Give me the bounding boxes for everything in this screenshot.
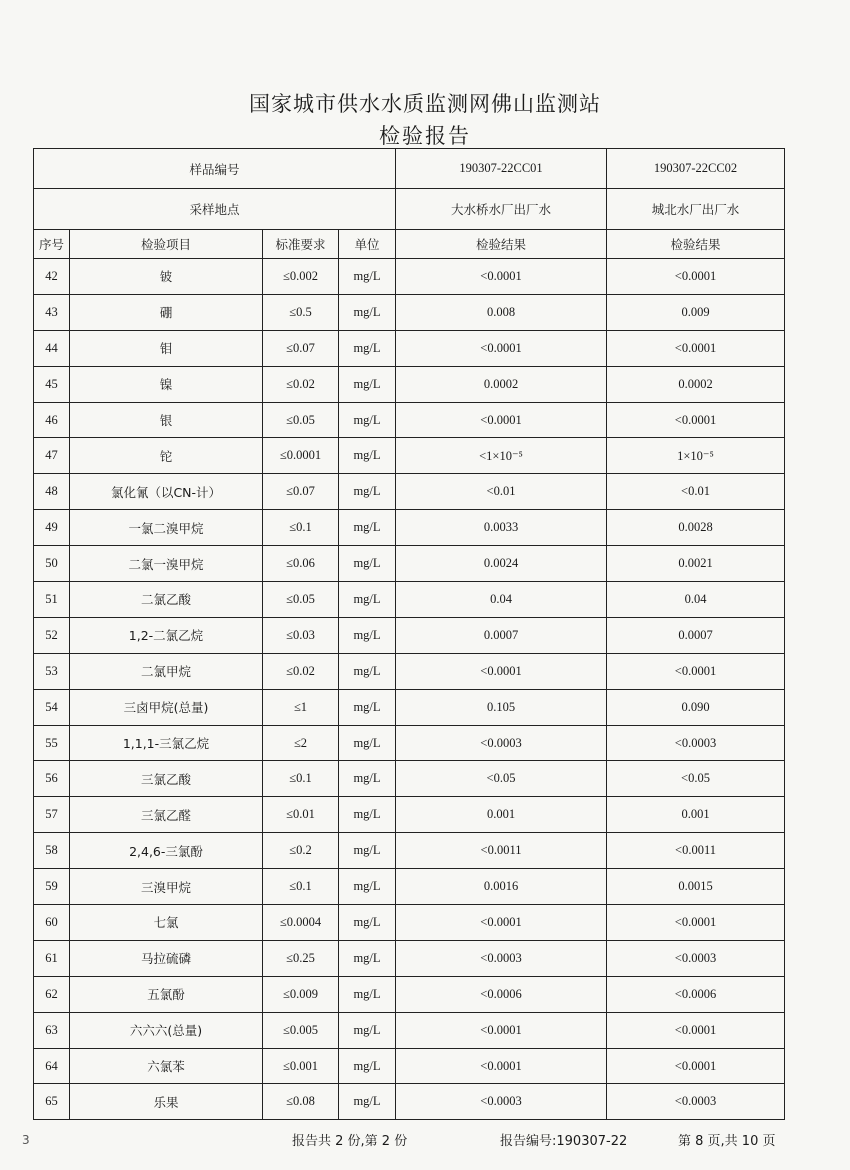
result-2: <0.0001 <box>607 1012 785 1048</box>
test-item: 三卤甲烷(总量) <box>70 689 263 725</box>
test-item: 银 <box>70 402 263 438</box>
col-header-item: 检验项目 <box>70 230 263 259</box>
result-2: <0.0001 <box>607 905 785 941</box>
table-row <box>34 1048 785 1084</box>
result-1: <0.0001 <box>396 259 607 295</box>
result-1: <0.0001 <box>396 905 607 941</box>
table-row <box>34 617 785 653</box>
table-row <box>34 1012 785 1048</box>
unit: mg/L <box>339 905 396 941</box>
result-2: 0.0021 <box>607 546 785 582</box>
table-row <box>34 725 785 761</box>
result-2: <0.01 <box>607 474 785 510</box>
standard-requirement: ≤0.05 <box>263 402 339 438</box>
sample-no-row <box>34 149 785 189</box>
col-header-result-2: 检验结果 <box>607 230 785 259</box>
standard-requirement: ≤0.0001 <box>263 438 339 474</box>
table-row <box>34 653 785 689</box>
test-item: 二氯甲烷 <box>70 653 263 689</box>
row-number: 53 <box>34 653 70 689</box>
result-1: <0.0001 <box>396 653 607 689</box>
location-label: 采样地点 <box>34 189 396 230</box>
col-header-no: 序号 <box>34 230 70 259</box>
table-row <box>34 833 785 869</box>
standard-requirement: ≤0.009 <box>263 976 339 1012</box>
row-number: 63 <box>34 1012 70 1048</box>
row-number: 64 <box>34 1048 70 1084</box>
table-row <box>34 940 785 976</box>
test-item: 乐果 <box>70 1084 263 1120</box>
standard-requirement: ≤0.25 <box>263 940 339 976</box>
standard-requirement: ≤0.05 <box>263 582 339 618</box>
row-number: 42 <box>34 259 70 295</box>
result-2: <0.0003 <box>607 940 785 976</box>
unit: mg/L <box>339 510 396 546</box>
table-row <box>34 330 785 366</box>
table-row <box>34 582 785 618</box>
test-item: 六氯苯 <box>70 1048 263 1084</box>
test-item: 马拉硫磷 <box>70 940 263 976</box>
result-1: 0.0016 <box>396 869 607 905</box>
standard-requirement: ≤0.03 <box>263 617 339 653</box>
unit: mg/L <box>339 833 396 869</box>
standard-requirement: ≤0.1 <box>263 869 339 905</box>
col-header-unit: 单位 <box>339 230 396 259</box>
standard-requirement: ≤0.07 <box>263 330 339 366</box>
table-row <box>34 366 785 402</box>
result-1: <0.0011 <box>396 833 607 869</box>
standard-requirement: ≤0.2 <box>263 833 339 869</box>
page-number: 第 8 页,共 10 页 <box>678 1134 776 1149</box>
table-row <box>34 689 785 725</box>
unit: mg/L <box>339 689 396 725</box>
unit: mg/L <box>339 474 396 510</box>
sample-no-label: 样品编号 <box>34 149 396 189</box>
test-item: 六六六(总量) <box>70 1012 263 1048</box>
result-2: <0.0001 <box>607 402 785 438</box>
unit: mg/L <box>339 438 396 474</box>
table-row <box>34 510 785 546</box>
result-2: 0.0015 <box>607 869 785 905</box>
result-2: <0.0011 <box>607 833 785 869</box>
sample-no-2: 190307-22CC02 <box>607 149 785 189</box>
test-item: 三溴甲烷 <box>70 869 263 905</box>
table-row <box>34 976 785 1012</box>
row-number: 50 <box>34 546 70 582</box>
standard-requirement: ≤2 <box>263 725 339 761</box>
standard-requirement: ≤0.1 <box>263 510 339 546</box>
standard-requirement: ≤0.08 <box>263 1084 339 1120</box>
unit: mg/L <box>339 1048 396 1084</box>
col-header-standard: 标准要求 <box>263 230 339 259</box>
location-2: 城北水厂出厂水 <box>607 189 785 230</box>
result-2: <0.0003 <box>607 1084 785 1120</box>
table-row <box>34 761 785 797</box>
result-2: <0.0001 <box>607 1048 785 1084</box>
unit: mg/L <box>339 761 396 797</box>
standard-requirement: ≤0.005 <box>263 1012 339 1048</box>
result-2: 0.001 <box>607 797 785 833</box>
result-2: <0.0006 <box>607 976 785 1012</box>
row-number: 56 <box>34 761 70 797</box>
sample-no-1: 190307-22CC01 <box>396 149 607 189</box>
test-item: 三氯乙醛 <box>70 797 263 833</box>
result-2: <0.0001 <box>607 330 785 366</box>
table-row <box>34 546 785 582</box>
result-1: 0.001 <box>396 797 607 833</box>
column-header-row <box>34 230 785 259</box>
table-row <box>34 869 785 905</box>
result-1: <0.0003 <box>396 940 607 976</box>
result-2: <0.0001 <box>607 653 785 689</box>
report-header <box>0 88 850 150</box>
test-item: 三氯乙酸 <box>70 761 263 797</box>
result-2: <0.05 <box>607 761 785 797</box>
table-row <box>34 1084 785 1120</box>
result-1: 0.04 <box>396 582 607 618</box>
location-1: 大水桥水厂出厂水 <box>396 189 607 230</box>
test-item: 五氯酚 <box>70 976 263 1012</box>
result-1: <0.0001 <box>396 1012 607 1048</box>
test-item: 七氯 <box>70 905 263 941</box>
location-row <box>34 189 785 230</box>
row-number: 48 <box>34 474 70 510</box>
result-1: <0.0001 <box>396 330 607 366</box>
unit: mg/L <box>339 294 396 330</box>
unit: mg/L <box>339 330 396 366</box>
table-row <box>34 402 785 438</box>
row-number: 46 <box>34 402 70 438</box>
standard-requirement: ≤0.06 <box>263 546 339 582</box>
result-1: <0.05 <box>396 761 607 797</box>
table-row <box>34 797 785 833</box>
result-2: 0.04 <box>607 582 785 618</box>
col-header-result-1: 检验结果 <box>396 230 607 259</box>
result-1: <0.0003 <box>396 1084 607 1120</box>
row-number: 59 <box>34 869 70 905</box>
test-item: 镍 <box>70 366 263 402</box>
report-number: 报告编号:190307-22 <box>500 1134 628 1149</box>
row-number: 55 <box>34 725 70 761</box>
result-2: 0.0007 <box>607 617 785 653</box>
unit: mg/L <box>339 402 396 438</box>
result-2: <0.0001 <box>607 259 785 295</box>
result-1: <0.0001 <box>396 1048 607 1084</box>
test-item: 二氯乙酸 <box>70 582 263 618</box>
table-row <box>34 438 785 474</box>
row-number: 52 <box>34 617 70 653</box>
station-title: 国家城市供水水质监测网佛山监测站 <box>249 92 601 116</box>
row-number: 60 <box>34 905 70 941</box>
row-number: 49 <box>34 510 70 546</box>
unit: mg/L <box>339 366 396 402</box>
test-item: 2,4,6-三氯酚 <box>70 833 263 869</box>
unit: mg/L <box>339 546 396 582</box>
result-1: 0.105 <box>396 689 607 725</box>
result-1: 0.0024 <box>396 546 607 582</box>
standard-requirement: ≤0.02 <box>263 366 339 402</box>
standard-requirement: ≤0.001 <box>263 1048 339 1084</box>
unit: mg/L <box>339 259 396 295</box>
unit: mg/L <box>339 582 396 618</box>
result-2: 1×10⁻⁵ <box>607 438 785 474</box>
row-number: 47 <box>34 438 70 474</box>
unit: mg/L <box>339 869 396 905</box>
standard-requirement: ≤0.0004 <box>263 905 339 941</box>
result-2: 0.090 <box>607 689 785 725</box>
test-item: 1,1,1-三氯乙烷 <box>70 725 263 761</box>
unit: mg/L <box>339 617 396 653</box>
test-item: 一氯二溴甲烷 <box>70 510 263 546</box>
unit: mg/L <box>339 976 396 1012</box>
result-1: <0.0006 <box>396 976 607 1012</box>
row-number: 51 <box>34 582 70 618</box>
result-2: 0.0028 <box>607 510 785 546</box>
margin-mark: 3 <box>22 1133 30 1147</box>
result-1: <1×10⁻⁵ <box>396 438 607 474</box>
copies-info: 报告共 2 份,第 2 份 <box>292 1134 408 1149</box>
standard-requirement: ≤1 <box>263 689 339 725</box>
table-row <box>34 474 785 510</box>
row-number: 65 <box>34 1084 70 1120</box>
results-table <box>33 148 785 1120</box>
test-item: 硼 <box>70 294 263 330</box>
test-item: 铍 <box>70 259 263 295</box>
table-row <box>34 905 785 941</box>
unit: mg/L <box>339 1012 396 1048</box>
result-2: 0.009 <box>607 294 785 330</box>
row-number: 61 <box>34 940 70 976</box>
standard-requirement: ≤0.01 <box>263 797 339 833</box>
test-item: 钼 <box>70 330 263 366</box>
result-1: 0.008 <box>396 294 607 330</box>
standard-requirement: ≤0.5 <box>263 294 339 330</box>
standard-requirement: ≤0.07 <box>263 474 339 510</box>
result-1: <0.01 <box>396 474 607 510</box>
unit: mg/L <box>339 725 396 761</box>
test-item: 氯化氰（以CN-计） <box>70 474 263 510</box>
result-1: <0.0003 <box>396 725 607 761</box>
row-number: 62 <box>34 976 70 1012</box>
table-row <box>34 294 785 330</box>
row-number: 54 <box>34 689 70 725</box>
table-row <box>34 259 785 295</box>
standard-requirement: ≤0.02 <box>263 653 339 689</box>
result-1: <0.0001 <box>396 402 607 438</box>
row-number: 45 <box>34 366 70 402</box>
row-number: 57 <box>34 797 70 833</box>
unit: mg/L <box>339 1084 396 1120</box>
test-item: 1,2-二氯乙烷 <box>70 617 263 653</box>
row-number: 44 <box>34 330 70 366</box>
row-number: 58 <box>34 833 70 869</box>
unit: mg/L <box>339 940 396 976</box>
row-number: 43 <box>34 294 70 330</box>
result-1: 0.0002 <box>396 366 607 402</box>
report-title: 检验报告 <box>379 124 471 148</box>
result-1: 0.0007 <box>396 617 607 653</box>
result-2: 0.0002 <box>607 366 785 402</box>
test-item: 二氯一溴甲烷 <box>70 546 263 582</box>
test-item: 铊 <box>70 438 263 474</box>
result-2: <0.0003 <box>607 725 785 761</box>
unit: mg/L <box>339 797 396 833</box>
standard-requirement: ≤0.002 <box>263 259 339 295</box>
unit: mg/L <box>339 653 396 689</box>
standard-requirement: ≤0.1 <box>263 761 339 797</box>
result-1: 0.0033 <box>396 510 607 546</box>
